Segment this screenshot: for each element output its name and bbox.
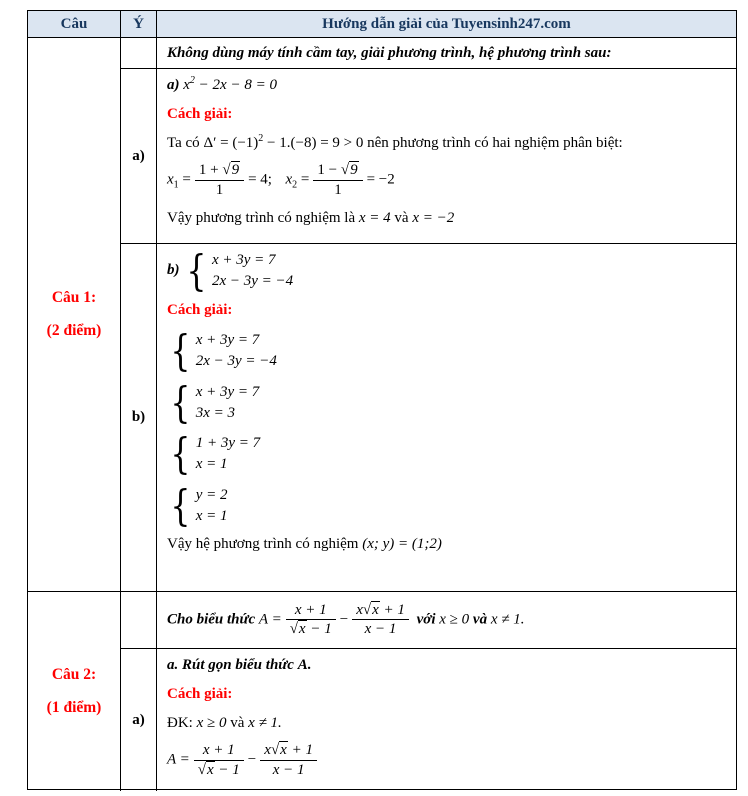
system-step-2: { x + 3y = 7 3x = 3 xyxy=(170,377,260,427)
cau1-intro-y-cell xyxy=(121,38,157,68)
sqrt-sign: √ xyxy=(289,621,298,638)
table-header-row xyxy=(28,11,736,38)
header-cell-y: Ý xyxy=(121,11,157,37)
cau1-b-solve-label: Cách giải: xyxy=(167,301,233,318)
cau1-a-delta-line: Ta có $\Delta' = (-1)^2 - 1.(-8) = 9 > 0$ nên phương trình có hai nghiệm phân biệt: xyxy=(167,132,623,151)
cau1-a-content xyxy=(157,69,736,243)
cau1-part-a-row xyxy=(121,69,736,244)
fraction-A1: $\frac{x + 1}{√x - 1}$ xyxy=(286,602,336,638)
cau1-intro-row xyxy=(121,38,736,69)
cau2-a-title: a. Rút gọn biểu thức A. xyxy=(167,657,312,673)
brace-icon: { xyxy=(170,480,191,530)
cau1-b-conclusion: Vậy hệ phương trình có nghiệm (x; y) = (1;2) xyxy=(167,536,442,553)
cau2-a-solve-label: Cách giải: xyxy=(167,685,233,702)
cau2-a-y-label: a) xyxy=(121,649,157,791)
cau2-intro-cell xyxy=(157,592,736,648)
cau1-block xyxy=(28,38,736,592)
cau1-a-conclusion: Vậy phương trình có nghiệm là x = 4 và x = −2 xyxy=(167,209,455,226)
sqrt-sign: √ xyxy=(340,162,350,179)
system-step-1: { x + 3y = 7 2x − 3y = −4 xyxy=(170,326,277,376)
brace-icon: { xyxy=(170,429,191,479)
fraction-A1-repeat: $\frac{x + 1}{√x - 1}$ xyxy=(194,742,244,778)
cau2-label: Câu 2: xyxy=(51,666,97,683)
cau2-a-formula-line: A = $\frac{x + 1}{√x - 1}$ − $\frac{x√x + 1}{x - 1}$ xyxy=(167,742,726,778)
cau1-b-problem-line: b) { x + 3y = 7 2x − 3y = −4 xyxy=(167,245,294,295)
fraction-A2: $\frac{x√x + 1}{x - 1}$ xyxy=(352,602,409,638)
sqrt-sign: √ xyxy=(362,601,372,618)
cau2-body xyxy=(121,592,736,791)
header-cell-cau: Câu xyxy=(28,11,121,37)
cau1-b-y-label: b) xyxy=(121,244,157,591)
cau2-block xyxy=(28,592,736,791)
system-step-3: { 1 + 3y = 7 x = 1 xyxy=(170,429,261,479)
cau1-intro-cell xyxy=(157,38,736,68)
brace-icon: { xyxy=(186,245,207,295)
cau2-part-a-row xyxy=(121,649,736,791)
cau2-a-dk-line: ĐK: x ≥ 0 và x ≠ 1. xyxy=(167,714,282,731)
cau1-a-problem-line: a) $x^2 - 2x - 8 = 0$ xyxy=(167,75,277,93)
fraction-x1: $\frac{1 + √9}{1}$ xyxy=(195,162,244,198)
cau2-label-cell xyxy=(28,592,121,791)
cau1-part-b-row xyxy=(121,244,736,591)
cau1-body xyxy=(121,38,736,591)
system-0: { x + 3y = 7 2x − 3y = −4 xyxy=(186,245,294,295)
cau1-a-solve-label: Cách giải: xyxy=(167,105,233,122)
cau2-intro-row xyxy=(121,592,736,649)
cau1-intro-text: Không dùng máy tính cầm tay, giải phương trình, hệ phương trình sau: xyxy=(167,44,612,61)
cau2-intro-y-cell xyxy=(121,592,157,648)
fraction-x2: $\frac{1 - √9}{1}$ xyxy=(313,162,362,198)
system-step-4: { y = 2 x = 1 xyxy=(170,480,228,530)
sqrt-sign: √ xyxy=(222,162,231,179)
cau2-points: (1 điểm) xyxy=(46,699,102,716)
brace-icon: { xyxy=(170,377,191,427)
cau1-label: Câu 1: xyxy=(51,289,97,306)
cau2-a-content xyxy=(157,649,736,791)
cau1-a-roots-line: $x_1$ = $\frac{1 + √9}{1}$ = 4; $x_2$ = $\frac{1 - √9}{1}$ = −2 xyxy=(167,162,395,198)
sqrt-sign: √ xyxy=(270,742,280,759)
cau2-intro-line: Cho biểu thức A = $\frac{x + 1}{√x - 1}$ − $\frac{x√x + 1}{x - 1}$ với x ≥ 0 và x ≠ 1. xyxy=(167,601,525,638)
sqrt-sign: √ xyxy=(197,761,206,778)
brace-icon: { xyxy=(170,326,191,376)
header-cell-guide: Hướng dẫn giải của Tuyensinh247.com xyxy=(322,15,571,32)
cau1-b-content xyxy=(157,244,736,591)
cau1-a-y-label: a) xyxy=(121,69,157,243)
fraction-A2-repeat: $\frac{x√x + 1}{x - 1}$ xyxy=(260,742,317,778)
cau1-label-cell xyxy=(28,38,121,591)
solution-table xyxy=(27,10,737,790)
cau1-points: (2 điểm) xyxy=(46,322,102,339)
